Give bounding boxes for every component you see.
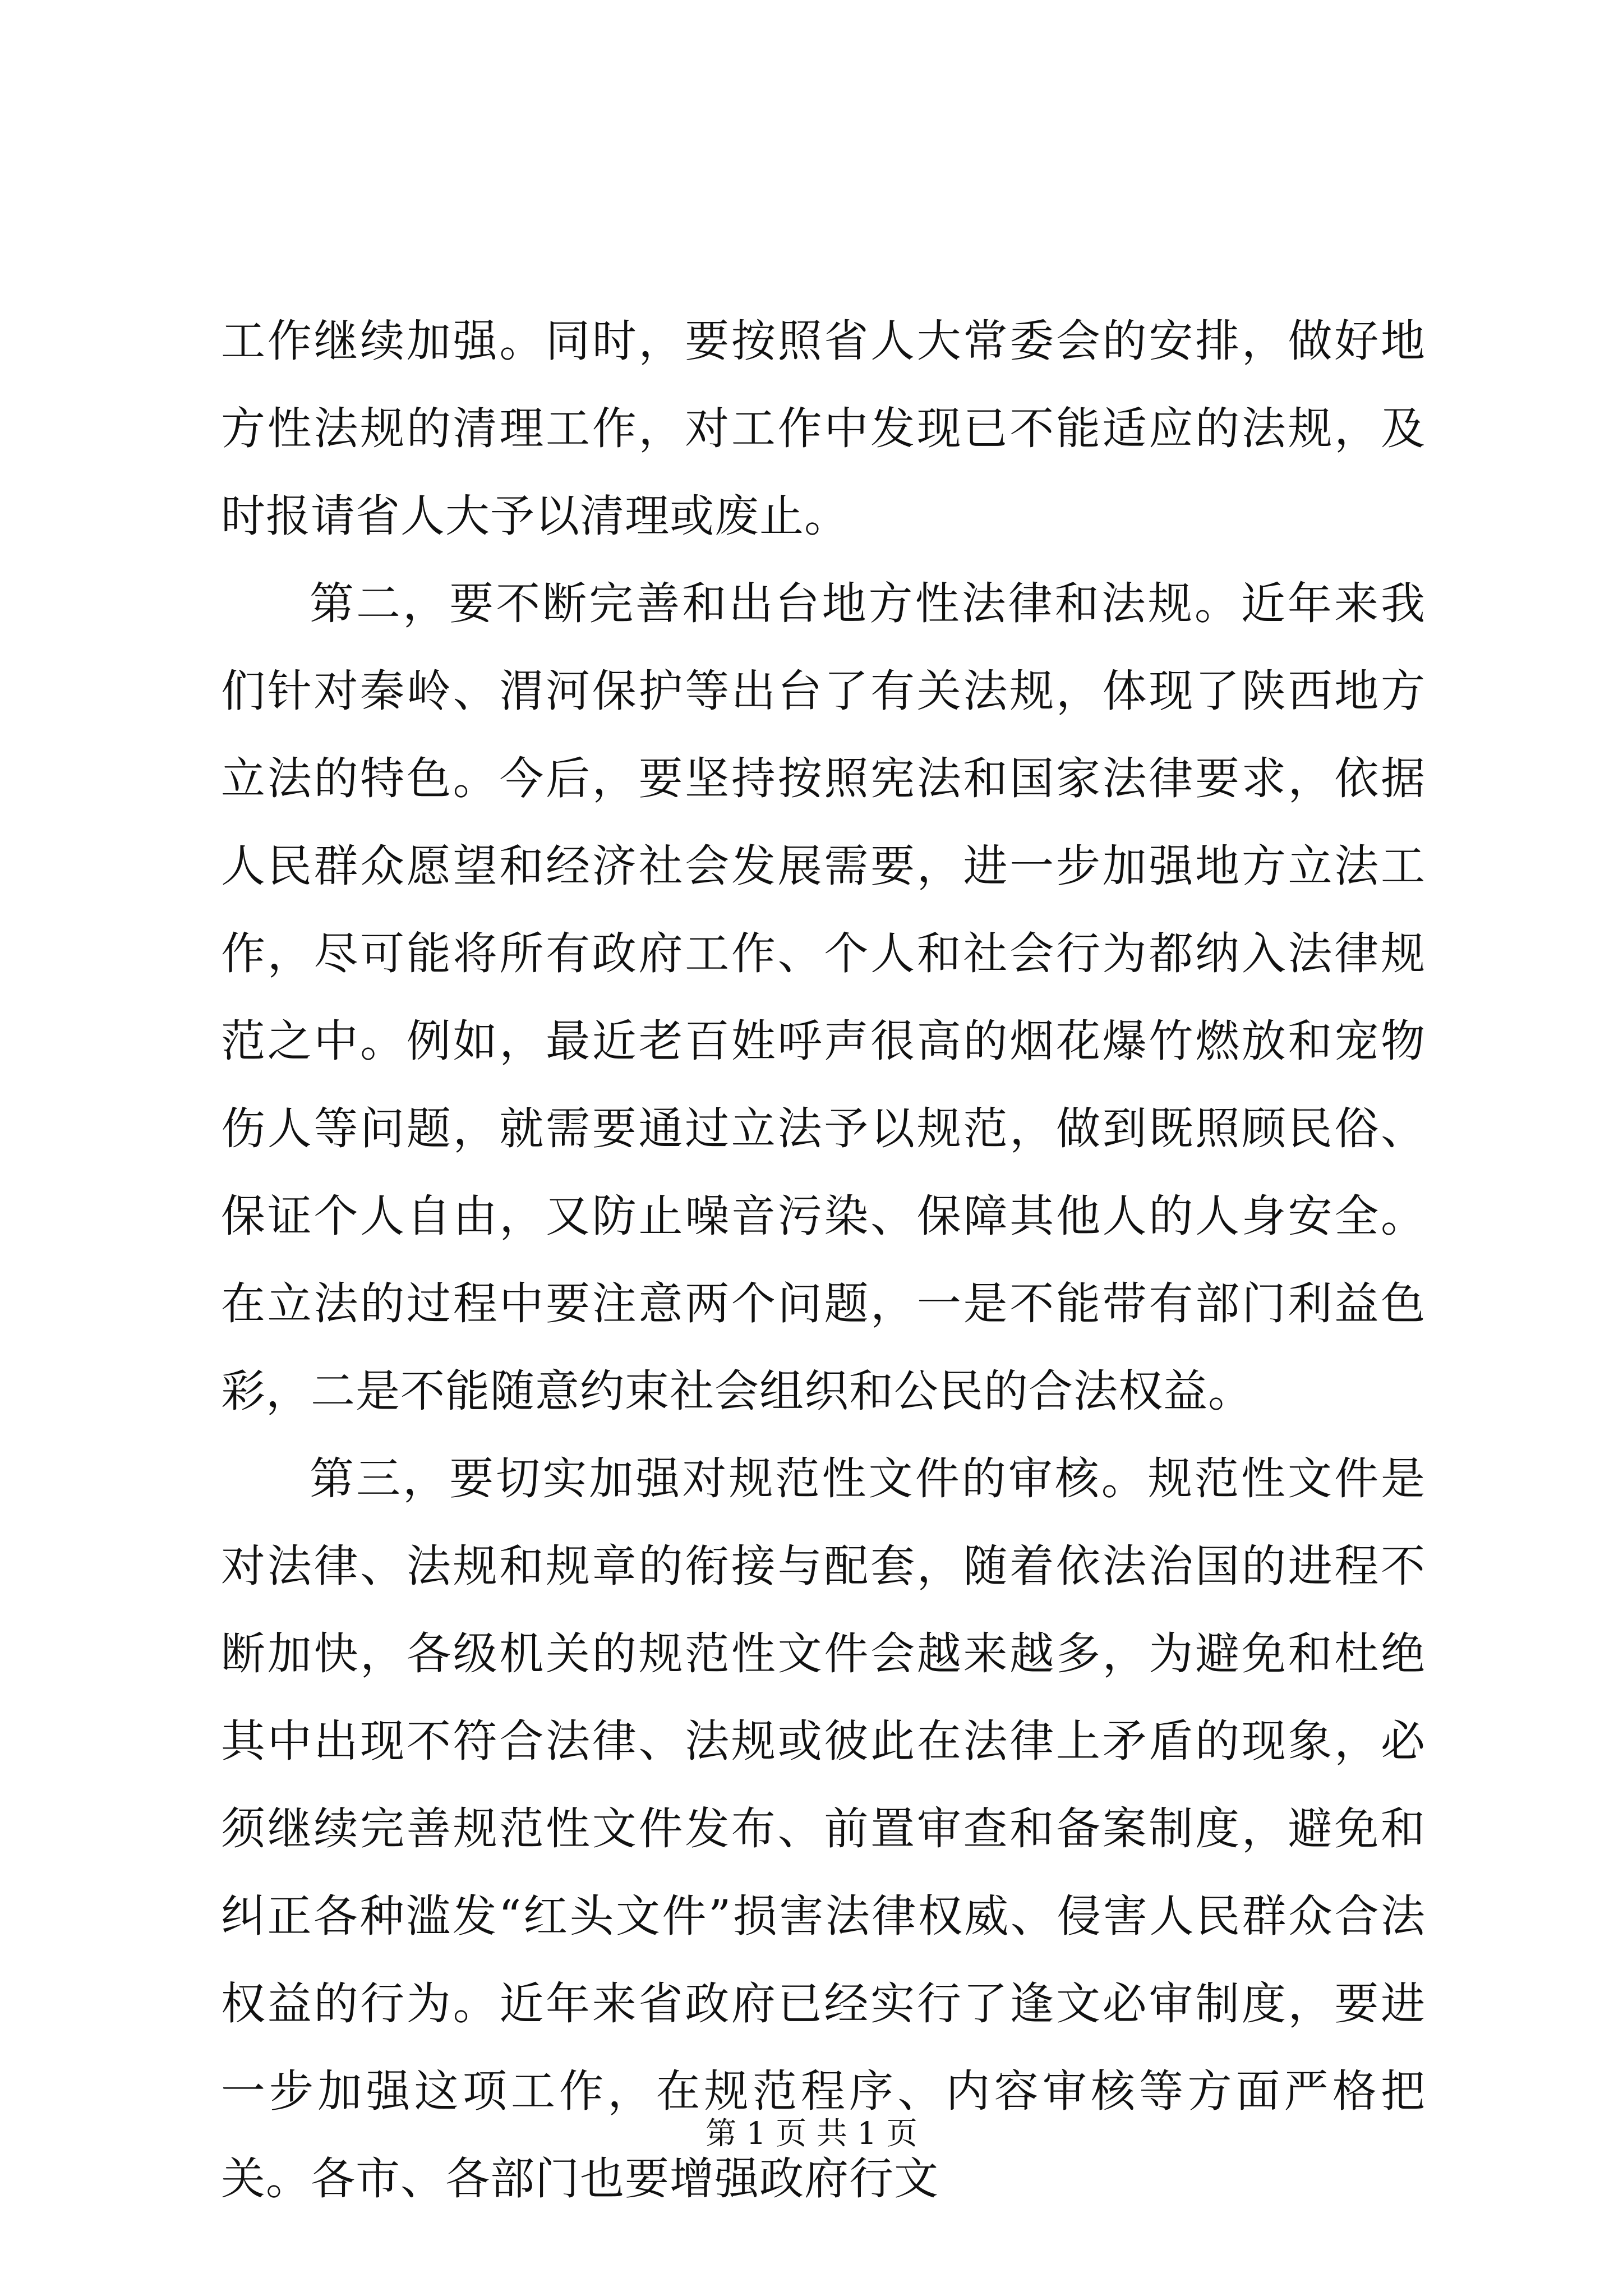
paragraph-continuation: 工作继续加强。同时，要按照省人大常委会的安排，做好地方性法规的清理工作，对工作中发现已不能适应的法规，及时报请省人大予以清理或废止。 xyxy=(221,315,1426,542)
document-body xyxy=(221,297,1426,2223)
paragraph-second-point: 第二，要不断完善和出台地方性法律和法规。近年来我们针对秦岭、渭河保护等出台了有关法规，体现了陕西地方立法的特色。今后，要坚持按照宪法和国家法律要求，依据人民群众愿望和经济社会发展需要，进一步加强地方立法工作，尽可能将所有政府工作、个人和社会行为都纳入法律规范之中。例如，最近老百姓呼声很高的烟花爆竹燃放和宠物伤人等问题，就需要通过立法予以规范，做到既照顾民俗、保证个人自由，又防止噪音污染、保障其他人的人身安全。在立法的过程中要注意两个问题，一是不能带有部门利益色彩，二是不能随意约束社会组织和公民的合法权益。 xyxy=(221,578,1426,1417)
paragraph-third-point: 第三，要切实加强对规范性文件的审核。规范性文件是对法律、法规和规章的衔接与配套，随着依法治国的进程不断加快，各级机关的规范性文件会越来越多，为避免和杜绝其中出现不符合法律、法规或彼此在法律上矛盾的现象，必须继续完善规范性文件发布、前置审查和备案制度，避免和纠正各种滥发“红头文件”损害法律权威、侵害人民群众合法权益的行为。近年来省政府已经实行了逢文必审制度，要进一步加强这项工作，在规范程序、内容审核等方面严格把关。各市、各部门也要增强政府行文 xyxy=(221,1453,1426,2205)
page-number-footer: 第 1 页 共 1 页 xyxy=(706,2115,917,2151)
